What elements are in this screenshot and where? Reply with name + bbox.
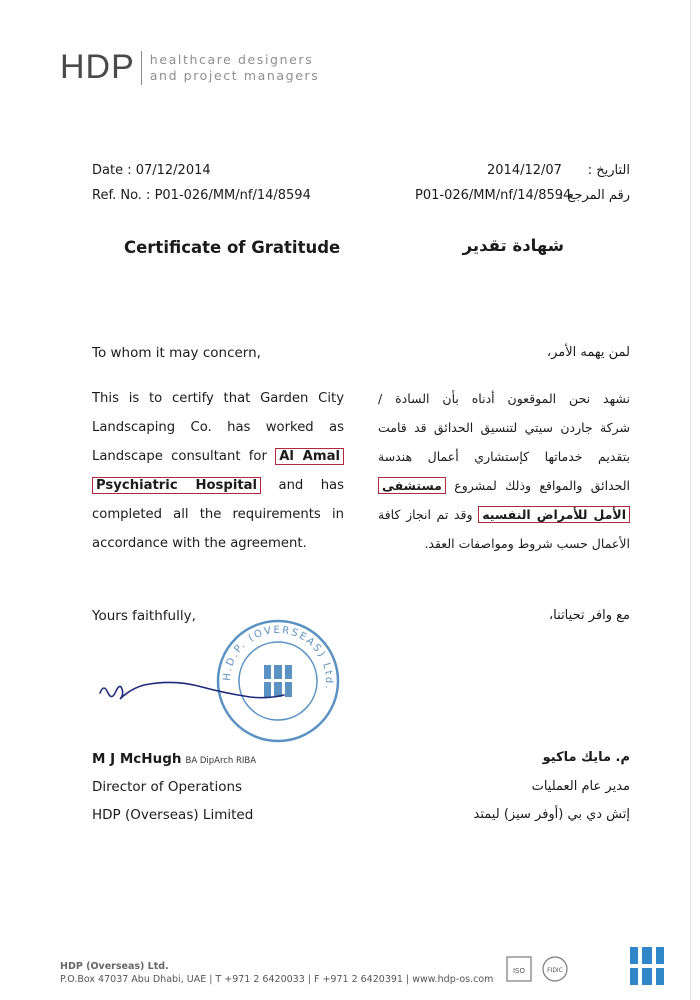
- body-en-line: accordance with the agreement.: [92, 536, 307, 551]
- title-en: Certificate of Gratitude: [124, 238, 341, 257]
- page-edge: [690, 0, 691, 1000]
- brand-tagline: [150, 52, 320, 84]
- body-ar-line: بتقديم خدماتها كإستشاري أعمال هندسة: [378, 449, 630, 464]
- highlight-project-name-ar: مستشفى: [378, 477, 446, 494]
- fidic-badge-label: FIDIC: [547, 967, 563, 974]
- body-en-line: [92, 471, 344, 500]
- body-ar-line: شركة جاردن سيتي لتنسيق الحدائق قد قامت: [378, 420, 630, 435]
- stamp-and-signature: [90, 615, 350, 745]
- brand-mark: HDP: [60, 48, 135, 86]
- footer-company: HDP (Overseas) Ltd.: [60, 961, 169, 972]
- signatory-role-ar: مدير عام العمليات: [531, 779, 630, 794]
- body-en-text: Landscape consultant for: [92, 449, 267, 464]
- signatory-company-en: HDP (Overseas) Limited: [92, 807, 254, 823]
- ref-ar-value: P01-026/MM/nf/14/8594: [415, 188, 572, 203]
- fidic-badge-icon: [543, 957, 567, 981]
- iso-badge-label: ISO: [512, 967, 526, 975]
- signatory-role-en: Director of Operations: [92, 779, 243, 795]
- signatory-qualifications: BA DipArch RIBA: [185, 756, 257, 766]
- company-stamp: [218, 621, 338, 741]
- body-en: [92, 384, 344, 558]
- date-ar-label: التاريخ :: [587, 163, 630, 178]
- date-en: Date : 07/12/2014: [92, 163, 211, 178]
- footer-address-block: [60, 960, 493, 986]
- body-ar-line: الأعمال حسب شروط ومواصفات العقد.: [424, 536, 630, 551]
- body-en-text: and has: [278, 478, 344, 493]
- tagline-line-1: healthcare designers: [149, 51, 314, 67]
- ref-ar-label: رقم المرجع :: [558, 188, 630, 203]
- highlight-project-name-ar: الأمل للأمراض النفسيه: [478, 506, 630, 523]
- salutation-ar: لمن يهمه الأمر،: [546, 345, 630, 360]
- letterhead-logo: [60, 48, 319, 87]
- body-ar: [378, 384, 630, 558]
- date-ar-value: 2014/12/07: [487, 163, 562, 178]
- signatory-name-ar: م. مايك ماكيو: [542, 750, 630, 765]
- body-en-line: Landscaping Co. has worked as: [92, 420, 344, 435]
- signatory-name-en: [92, 751, 256, 767]
- ref-en: Ref. No. : P01-026/MM/nf/14/8594: [92, 188, 311, 203]
- logo-divider: [141, 51, 142, 85]
- iso-badge-icon: [507, 957, 531, 981]
- tagline-line-2: and project managers: [149, 67, 320, 83]
- footer-address: P.O.Box 47037 Abu Dhabi, UAE | T +971 2 6420033 | F +971 2 6420391 | www.hdp-os.com: [60, 974, 494, 985]
- highlight-project-name: Psychiatric Hospital: [92, 477, 261, 494]
- signatory-name-text: M J McHugh: [92, 751, 182, 767]
- body-ar-line: نشهد نحن الموقعون أدناه بأن السادة /: [378, 391, 630, 406]
- closing-ar: مع وافر تحياتنا،: [548, 608, 630, 623]
- body-ar-text: وقد تم انجاز كافة: [378, 507, 473, 522]
- body-ar-text: الحدائق والمواقع وذلك لمشروع: [454, 478, 630, 493]
- body-en-line: This is to certify that Garden City: [92, 391, 344, 406]
- signatory-company-ar: إتش دي بي (أوفر سيز) ليمتد: [473, 807, 630, 822]
- stamp-text: H.D.P. (OVERSEAS) Ltd.: [221, 624, 335, 692]
- highlight-project-name: Al Amal: [275, 448, 344, 465]
- closing-en: Yours faithfully,: [92, 608, 196, 624]
- certification-badges: [505, 954, 575, 984]
- body-en-line: completed all the requirements in: [92, 507, 344, 522]
- body-en-line: [92, 442, 344, 471]
- handwritten-signature: [100, 682, 284, 699]
- hdp-footer-logo-icon: [630, 947, 664, 985]
- body-ar-line: [378, 500, 630, 529]
- title-ar: شهادة تقدير: [462, 236, 564, 255]
- salutation-en: To whom it may concern,: [92, 345, 261, 361]
- body-ar-line: [378, 471, 630, 500]
